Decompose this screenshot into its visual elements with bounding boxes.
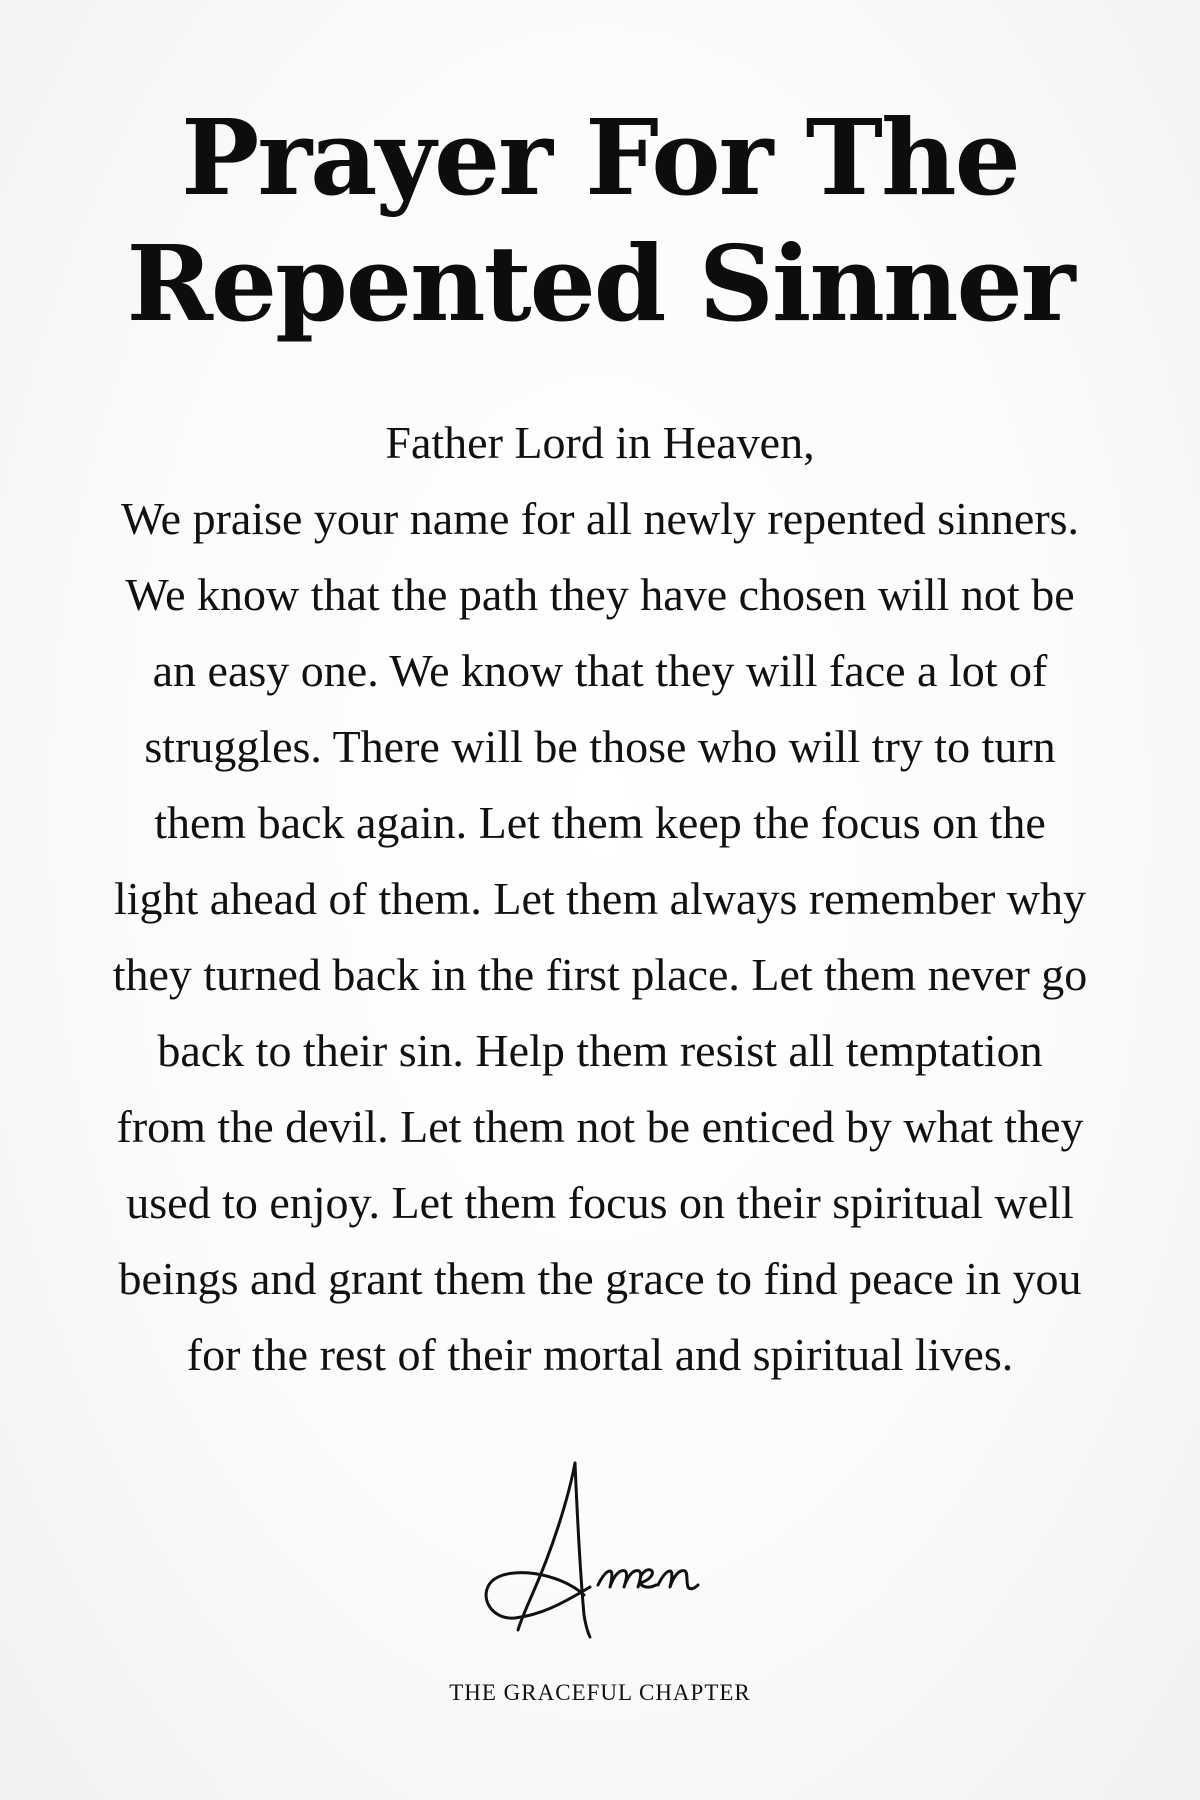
brand-footer: THE GRACEFUL CHAPTER [449, 1680, 751, 1705]
prayer-line: an easy one. We know that they will face a lot of [152, 645, 1048, 696]
prayer-line: from the devil. Let them not be enticed by what they [116, 1101, 1084, 1152]
amen-script-icon [480, 1455, 730, 1655]
page-title [0, 95, 1200, 347]
prayer-line: used to enjoy. Let them focus on their spiritual well [126, 1177, 1074, 1228]
prayer-line: for the rest of their mortal and spiritual lives. [186, 1329, 1014, 1380]
prayer-line: beings and grant them the grace to find peace in you [118, 1253, 1082, 1304]
prayer-line: them back again. Let them keep the focus on the [154, 797, 1046, 848]
prayer-line: We know that the path they have chosen will not be [125, 569, 1075, 620]
amen-signature [480, 1455, 730, 1655]
prayer-line: back to their sin. Help them resist all temptation [157, 1025, 1043, 1076]
title-line-2: Repented Sinner [126, 222, 1074, 345]
prayer-text [20, 405, 1180, 1393]
prayer-line: We praise your name for all newly repented sinners. [120, 493, 1080, 544]
prayer-line: struggles. There will be those who will try to turn [144, 721, 1056, 772]
prayer-line: light ahead of them. Let them always remember why [113, 873, 1087, 924]
prayer-line: Father Lord in Heaven, [385, 417, 815, 468]
prayer-line: they turned back in the first place. Let them never go [112, 949, 1088, 1000]
title-line-1: Prayer For The [181, 96, 1019, 219]
